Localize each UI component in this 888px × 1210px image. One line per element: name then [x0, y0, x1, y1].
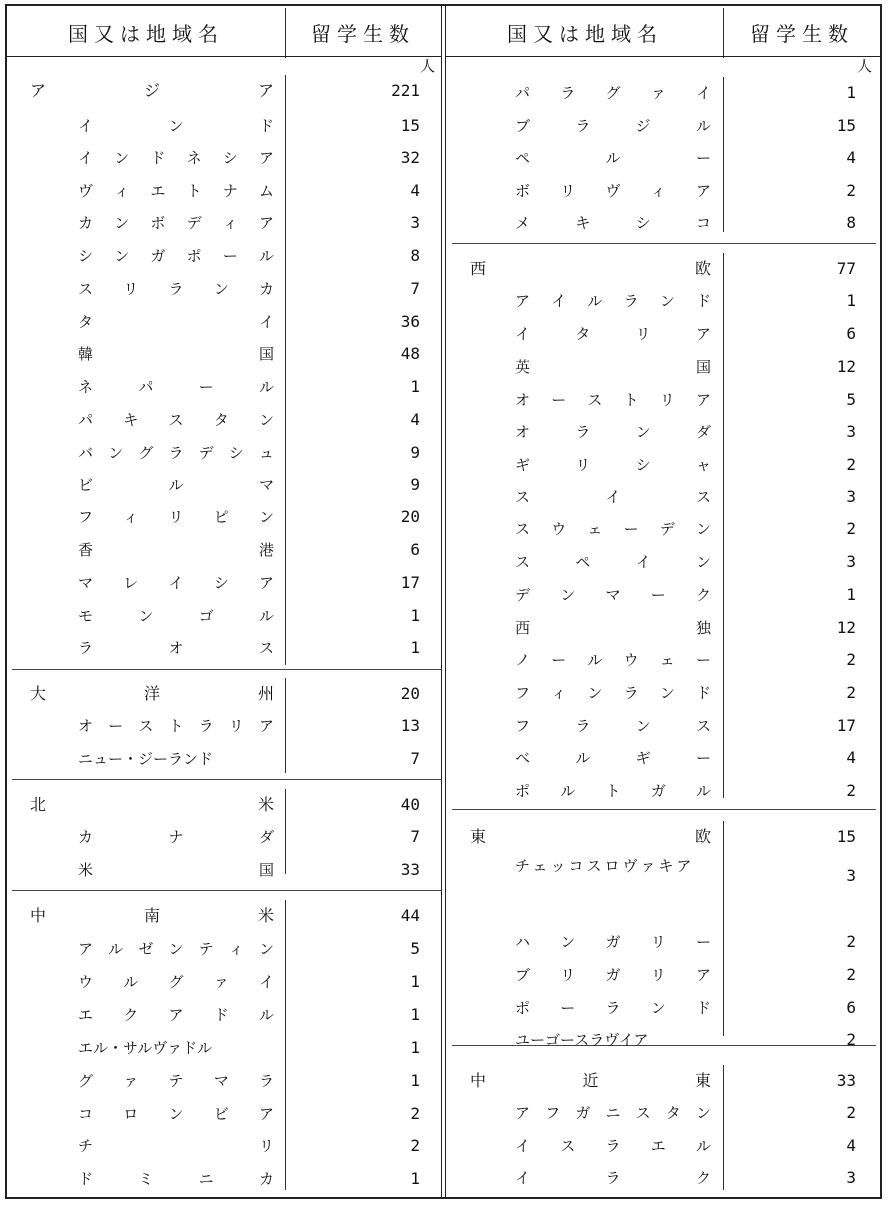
country-name: ベ ル ギ ー	[515, 749, 711, 767]
student-count: 2	[846, 932, 856, 951]
student-count: 12	[836, 618, 856, 637]
student-count: 1	[410, 1071, 420, 1090]
country-name: フ ラ ン ス	[515, 717, 711, 735]
table-row	[0, 384, 888, 416]
student-count: 40	[400, 795, 420, 814]
student-count: 1	[410, 606, 420, 625]
country-name: カ ン ボ デ ィ ア	[78, 214, 274, 232]
student-count: 2	[846, 455, 856, 474]
student-count: 9	[410, 475, 420, 494]
student-count: 48	[400, 344, 420, 363]
left-column-separator	[285, 75, 286, 665]
country-name: ノ ー ル ウ ェ ー	[515, 651, 711, 669]
student-count: 8	[410, 246, 420, 265]
student-count: 2	[846, 965, 856, 984]
country-name: 西 独	[515, 619, 711, 637]
right-column-separator	[723, 821, 724, 1036]
country-name: ス ウ ェ ー デ ン	[515, 520, 711, 538]
right-unit-label: 人	[857, 57, 873, 75]
country-name: ア ル ゼ ン テ ィ ン	[78, 940, 274, 958]
student-count: 6	[410, 540, 420, 559]
country-name: シ ン ガ ポ ー ル	[78, 247, 274, 265]
student-count: 2	[846, 181, 856, 200]
left-column-separator	[285, 789, 286, 874]
country-name: ギ リ シ ャ	[515, 456, 711, 474]
table-row	[0, 612, 888, 644]
country-name: ス イ ス	[515, 488, 711, 506]
table-row	[0, 677, 888, 709]
table-row	[0, 207, 888, 239]
student-count: 15	[836, 116, 856, 135]
table-row	[0, 644, 888, 676]
left-header-underline	[5, 56, 442, 57]
right-column-separator	[723, 253, 724, 798]
table-row	[0, 318, 888, 350]
student-count: 2	[846, 1103, 856, 1122]
student-count: 3	[846, 866, 856, 885]
region-name: 西 欧	[470, 259, 711, 278]
right-header-underline	[446, 56, 882, 57]
country-name: パ ラ グ ァ イ	[515, 84, 711, 102]
student-count: 2	[846, 781, 856, 800]
student-count: 1	[846, 83, 856, 102]
student-count: 13	[400, 716, 420, 735]
table-row	[0, 175, 888, 207]
student-count: 3	[846, 1168, 856, 1187]
table-row	[0, 110, 888, 142]
table-row	[0, 1097, 888, 1129]
right-column-separator	[723, 77, 724, 232]
student-count: 32	[400, 148, 420, 167]
table-row	[0, 579, 888, 611]
country-name: オ ー ス ト ラ リ ア	[78, 717, 274, 735]
right-header-separator	[723, 8, 724, 58]
student-count: 221	[391, 81, 420, 100]
student-count: 4	[410, 181, 420, 200]
student-count: 5	[846, 390, 856, 409]
country-name: ス ペ イ ン	[515, 553, 711, 571]
student-count: 12	[836, 357, 856, 376]
table-row	[0, 1024, 888, 1056]
region-row	[0, 1065, 888, 1097]
student-count: 7	[410, 827, 420, 846]
student-count: 7	[410, 279, 420, 298]
student-count: 36	[400, 312, 420, 331]
student-count: 3	[410, 213, 420, 232]
right-column-separator	[723, 1065, 724, 1190]
country-name: マ レ イ シ ア	[78, 574, 274, 592]
country-name: 韓 国	[78, 345, 274, 363]
left-column-separator	[285, 900, 286, 1190]
country-name: チェッコスロヴァキア	[515, 857, 695, 875]
left-students-header: 留学生数	[311, 22, 415, 46]
right-section-rule	[452, 809, 876, 810]
table-row	[0, 926, 888, 958]
student-count: 2	[846, 683, 856, 702]
student-count: 9	[410, 443, 420, 462]
student-count: 6	[846, 998, 856, 1017]
student-count: 7	[410, 749, 420, 768]
country-name: ペ ル ー	[515, 149, 711, 167]
country-name: グ ァ テ マ ラ	[78, 1072, 274, 1090]
student-count: 3	[846, 422, 856, 441]
student-count: 2	[846, 1030, 856, 1049]
frame-top-rule	[5, 4, 882, 6]
table-row	[0, 285, 888, 317]
country-name: エル・サルヴァドル	[78, 1039, 213, 1057]
country-name: モ ン ゴ ル	[78, 607, 274, 625]
table-row	[0, 710, 888, 742]
table-row	[0, 742, 888, 774]
right-students-header: 留学生数	[750, 22, 854, 46]
country-name: イ ン ド	[78, 117, 274, 135]
student-count: 44	[400, 906, 420, 925]
country-name: ニュー・ジーランド	[78, 750, 214, 768]
country-name: オ ラ ン ダ	[515, 423, 711, 441]
student-count: 15	[400, 116, 420, 135]
table-row	[0, 142, 888, 174]
table-row	[0, 1130, 888, 1162]
student-count: 17	[836, 716, 856, 735]
student-count: 1	[846, 291, 856, 310]
region-row	[0, 821, 888, 853]
left-header-separator	[285, 8, 286, 58]
student-count: 1	[410, 638, 420, 657]
country-name: ア イ ル ラ ン ド	[515, 292, 711, 310]
region-name: 中 近 東	[470, 1071, 711, 1090]
country-name: チ リ	[78, 1137, 274, 1155]
table-row	[0, 992, 888, 1024]
student-count: 1	[410, 1038, 420, 1057]
region-name: 中 南 米	[30, 906, 274, 925]
student-count: 77	[836, 259, 856, 278]
country-name: ボ リ ヴ ィ ア	[515, 182, 711, 200]
country-name: ド ミ ニ カ	[78, 1170, 274, 1188]
student-count: 15	[836, 827, 856, 846]
country-name: ス リ ラ ン カ	[78, 280, 274, 298]
table-row	[0, 481, 888, 513]
country-name: ネ パ ー ル	[78, 378, 274, 396]
table-row	[0, 513, 888, 545]
student-count: 1	[410, 972, 420, 991]
country-name: イ ラ ク	[515, 1169, 711, 1187]
student-count: 33	[400, 860, 420, 879]
region-row	[0, 253, 888, 285]
student-count: 3	[846, 487, 856, 506]
country-name: 米 国	[78, 861, 274, 879]
country-name: カ ナ ダ	[78, 828, 274, 846]
country-name: ブ ラ ジ ル	[515, 117, 711, 135]
student-count: 8	[846, 213, 856, 232]
student-count: 1	[846, 585, 856, 604]
table-row	[0, 959, 888, 991]
frame-bottom-rule	[5, 1197, 882, 1199]
country-name: イ ン ド ネ シ ア	[78, 149, 274, 167]
student-count: 6	[846, 324, 856, 343]
country-name: イ ス ラ エ ル	[515, 1137, 711, 1155]
country-name: ヴ ィ エ ト ナ ム	[78, 182, 274, 200]
country-name: 英 国	[515, 358, 711, 376]
region-name: 大 洋 州	[30, 684, 274, 703]
region-name: 東 欧	[470, 827, 711, 846]
student-count: 2	[846, 519, 856, 538]
country-name: フ ィ ン ラ ン ド	[515, 684, 711, 702]
country-name: ポ ル ト ガ ル	[515, 782, 711, 800]
country-name: デ ン マ ー ク	[515, 586, 711, 604]
student-count: 2	[846, 650, 856, 669]
student-count: 20	[400, 684, 420, 703]
country-name: ア フ ガ ニ ス タ ン	[515, 1104, 711, 1122]
student-count: 20	[400, 507, 420, 526]
student-count: 4	[846, 748, 856, 767]
student-count: 2	[410, 1104, 420, 1123]
table-row	[0, 775, 888, 807]
student-count: 1	[410, 1169, 420, 1188]
country-name: ユーゴースラヴイア	[515, 1031, 649, 1049]
student-count: 5	[410, 939, 420, 958]
country-name: ポ ー ラ ン ド	[515, 999, 711, 1017]
country-name: ビ ル マ	[78, 476, 274, 494]
left-unit-label: 人	[420, 57, 436, 75]
student-count: 17	[400, 573, 420, 592]
country-name: オ ー ス ト リ ア	[515, 391, 711, 409]
country-name: タ イ	[78, 313, 274, 331]
student-count: 1	[410, 1005, 420, 1024]
country-name: ウ ル グ ァ イ	[78, 973, 274, 991]
student-count: 3	[846, 552, 856, 571]
country-name: メ キ シ コ	[515, 214, 711, 232]
table-row	[0, 77, 888, 109]
country-name: エ ク ア ド ル	[78, 1006, 274, 1024]
country-name: コ ロ ン ビ ア	[78, 1105, 274, 1123]
country-name: バ ン グ ラ デ シ ュ	[78, 444, 274, 462]
country-name: ハ ン ガ リ ー	[515, 933, 711, 951]
table-row	[0, 857, 888, 892]
right-section-rule	[452, 243, 876, 244]
country-name: 香 港	[78, 541, 274, 559]
table-row	[0, 416, 888, 448]
region-name: ア ジ ア	[30, 81, 274, 100]
table-row	[0, 546, 888, 578]
student-count: 1	[410, 377, 420, 396]
student-count: 4	[410, 410, 420, 429]
left-column-separator	[285, 678, 286, 773]
country-name: ブ リ ガ リ ア	[515, 966, 711, 984]
region-name: 北 米	[30, 795, 274, 814]
student-count: 4	[846, 1136, 856, 1155]
table-row	[0, 449, 888, 481]
country-name: フ ィ リ ピ ン	[78, 508, 274, 526]
student-count: 2	[410, 1136, 420, 1155]
country-name: パ キ ス タ ン	[78, 411, 274, 429]
right-country-header: 国又は地域名	[507, 22, 663, 46]
country-name: ラ オ ス	[78, 639, 274, 657]
student-count: 4	[846, 148, 856, 167]
table-row	[0, 1162, 888, 1194]
student-count: 33	[836, 1071, 856, 1090]
table-row	[0, 351, 888, 383]
country-name: イ タ リ ア	[515, 325, 711, 343]
left-country-header: 国又は地域名	[68, 22, 224, 46]
